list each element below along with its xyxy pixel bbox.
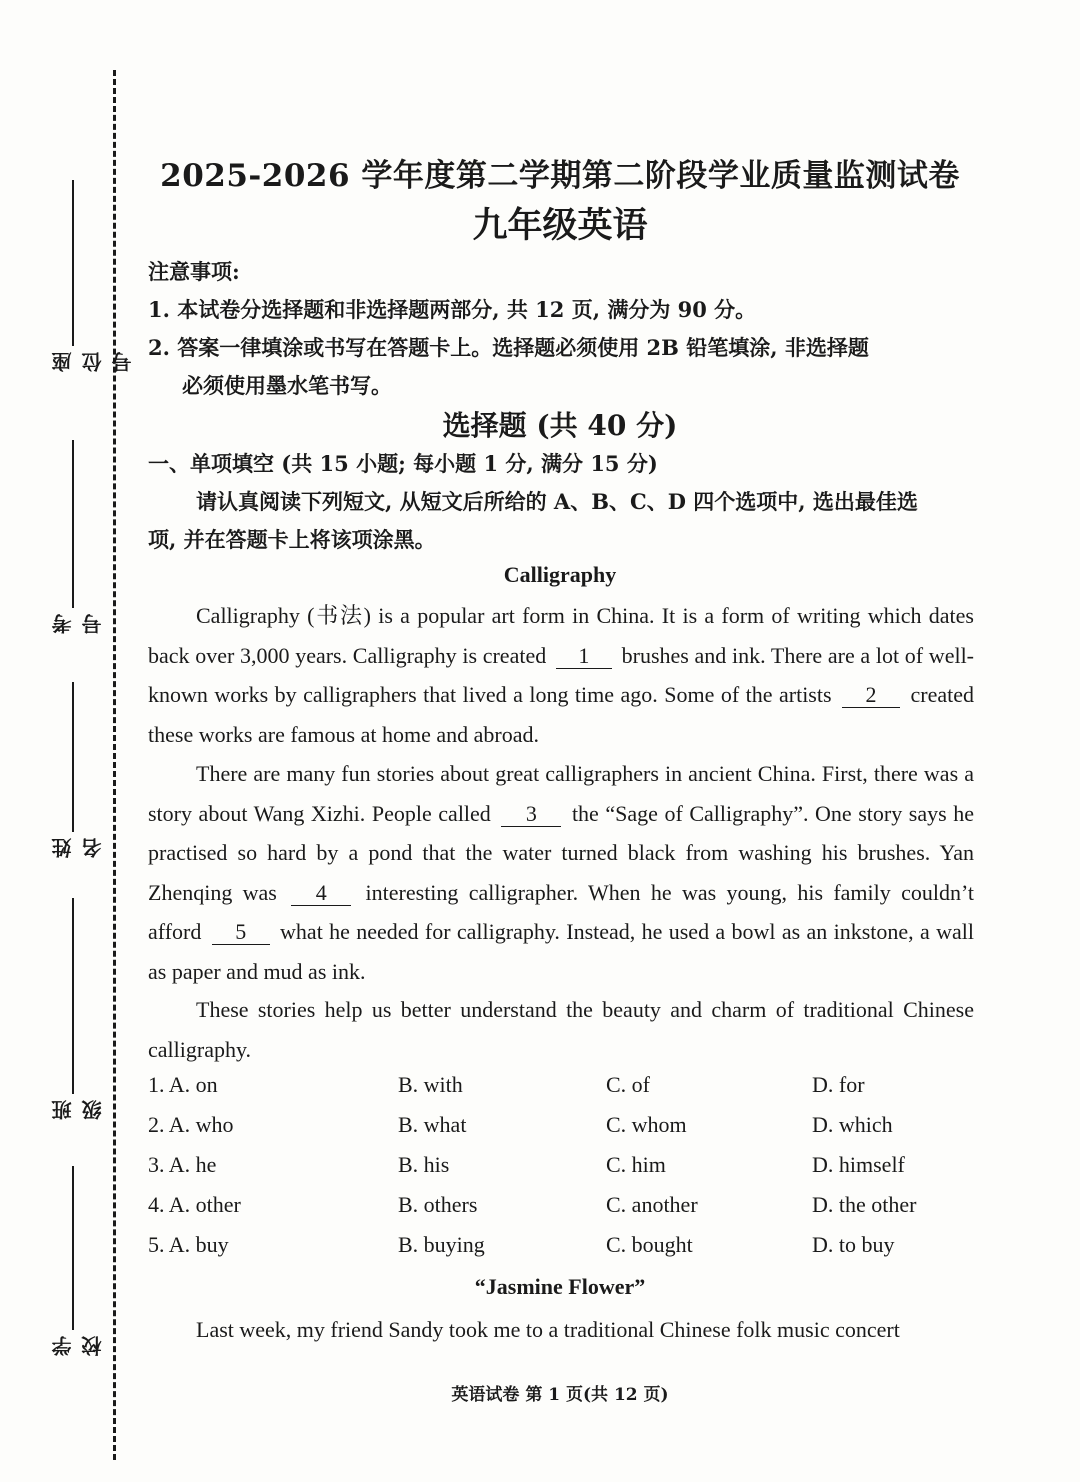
option-a: 1. A. on: [148, 1072, 218, 1097]
option-b: B. others: [398, 1192, 478, 1217]
instruction-line-2: 项, 并在答题卡上将该项涂黑。: [148, 527, 436, 552]
exam-no-write-line: [72, 440, 74, 608]
paragraph-text: Last week, my friend Sandy took me to a traditional Chinese folk music concert: [196, 1317, 900, 1342]
option-b: B. his: [398, 1152, 450, 1177]
passage-paragraph-3: [148, 990, 974, 1069]
option-c: C. another: [606, 1192, 698, 1217]
instruction-line-1: 请认真阅读下列短文, 从短文后所给的 A、B、C、D 四个选项中, 选出最佳选: [196, 489, 918, 514]
option-a: 5. A. buy: [148, 1232, 229, 1257]
notice-heading: 注意事项:: [148, 259, 240, 284]
class-label: 班级: [51, 1100, 105, 1120]
page-footer: 英语试卷 第 1 页(共 12 页): [451, 1385, 669, 1405]
blank-1: 1: [556, 644, 612, 669]
option-b: B. what: [398, 1112, 467, 1137]
passage-paragraph-1: [148, 596, 974, 754]
option-d: D. for: [812, 1072, 865, 1097]
binding-cut-line: [113, 70, 116, 1460]
paragraph-text: Calligraphy (书法) is a popular art form in China. It is a form of writing which dates back over 3,000 years. Calligraphy is created: [148, 603, 974, 668]
passage-paragraph-2: [148, 754, 974, 991]
notice-item-2-cont: 必须使用墨水笔书写。: [182, 373, 392, 398]
option-a: 4. A. other: [148, 1192, 241, 1217]
option-row-2: [148, 1112, 978, 1152]
exam-no-label: 考号: [51, 614, 105, 634]
option-row-1: [148, 1072, 978, 1112]
paragraph-text: brushes and ink. There are a lot of well-known works by calligraphers that lived a long time ago. Some of the artists: [148, 642, 975, 707]
blank-2: 2: [842, 683, 900, 708]
option-d: D. to buy: [812, 1232, 895, 1257]
exam-title: 2025-2026 学年度第二学期第二阶段学业质量监测试卷: [160, 158, 960, 194]
option-b: B. with: [398, 1072, 463, 1097]
name-label: 姓名: [51, 838, 105, 858]
option-b: B. buying: [398, 1232, 485, 1257]
option-a: 3. A. he: [148, 1152, 217, 1177]
school-label: 学校: [51, 1336, 105, 1356]
name-write-line: [72, 682, 74, 832]
class-write-line: [72, 898, 74, 1094]
option-a: 2. A. who: [148, 1112, 234, 1137]
paragraph-text: what he needed for calligraphy. Instead, he used a bowl as an inkstone, a wall as paper and mud as ink.: [148, 919, 975, 984]
seat-write-line: [72, 180, 74, 346]
passage-2-paragraph-1: [148, 1310, 974, 1350]
paragraph-text: There are many fun stories about great calligraphers in ancient China. First, there was a story about Wang Xizhi. People called: [148, 761, 974, 826]
section-title: 选择题 (共 40 分): [442, 409, 678, 442]
paragraph-text: created these works are famous at home and abroad.: [148, 682, 975, 747]
part1-heading: 一、单项填空 (共 15 小题; 每小题 1 分, 满分 15 分): [148, 451, 658, 476]
option-d: D. which: [812, 1112, 893, 1137]
option-row-3: [148, 1152, 978, 1192]
paragraph-text: These stories help us better understand the beauty and charm of traditional Chinese calligraphy.: [148, 997, 974, 1062]
option-row-5: [148, 1232, 978, 1272]
paragraph-text: interesting calligrapher. When he was young, his family couldn’t afford: [148, 879, 975, 944]
option-c: C. him: [606, 1152, 666, 1177]
option-row-4: [148, 1192, 978, 1232]
option-d: D. the other: [812, 1192, 917, 1217]
option-d: D. himself: [812, 1152, 905, 1177]
notice-item-1: 1. 本试卷分选择题和非选择题两部分, 共 12 页, 满分为 90 分。: [148, 297, 757, 322]
option-c: C. bought: [606, 1232, 693, 1257]
blank-4: 4: [291, 881, 351, 906]
option-c: C. of: [606, 1072, 650, 1097]
school-write-line: [72, 1166, 74, 1330]
blank-5: 5: [212, 920, 270, 945]
option-c: C. whom: [606, 1112, 687, 1137]
passage-title: Calligraphy: [503, 562, 617, 587]
exam-subtitle: 九年级英语: [472, 206, 648, 246]
notice-item-2: 2. 答案一律填涂或书写在答题卡上。选择题必须使用 2B 铅笔填涂, 非选择题: [148, 335, 869, 360]
blank-3: 3: [501, 802, 561, 827]
seat-label: 座位号: [51, 352, 135, 372]
passage-2-title: “Jasmine Flower”: [474, 1274, 646, 1299]
paragraph-text: the “Sage of Calligraphy”. One story says he practised so hard by a pond that the water turned black from washing his brushes. Yan Zhenqing was: [148, 800, 975, 905]
